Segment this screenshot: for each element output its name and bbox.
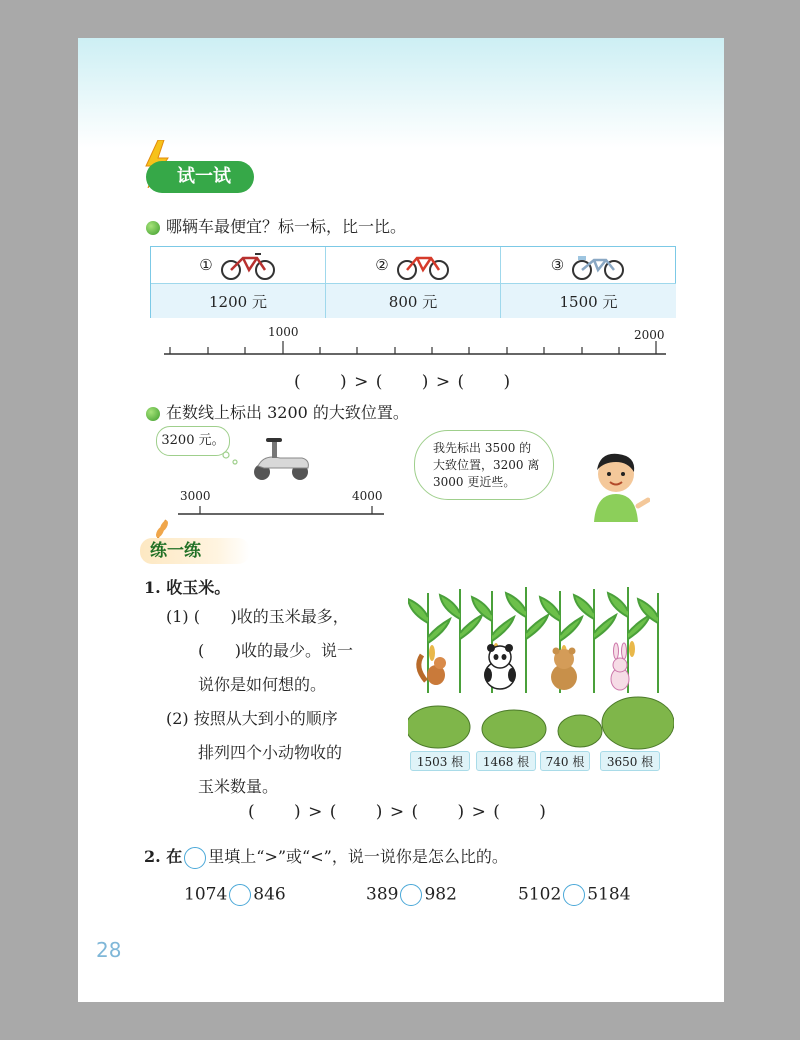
exercise-1-line: 说你是如何想的。: [198, 675, 327, 694]
speech-line: 大致位置，3200 离: [433, 458, 540, 472]
speech-line: 我先标出 3500 的: [433, 441, 532, 455]
pair-right: 982: [424, 884, 457, 905]
corn-pile-4: [602, 697, 674, 749]
answer-circle[interactable]: [563, 884, 585, 906]
boy-icon: [582, 448, 650, 522]
corn-count-label: 1468 根: [476, 751, 536, 771]
exercise-1-line: (1) ( )收的玉米最多，: [166, 607, 349, 626]
header-gradient: [78, 38, 724, 148]
answer-circle[interactable]: [229, 884, 251, 906]
corn-count-label: 3650 根: [600, 751, 660, 771]
exercise-1-line: ( )收的最少。说一: [198, 641, 354, 660]
thought-dots-icon: [220, 450, 244, 468]
numline2-label-b: 4000: [352, 489, 383, 503]
pair-left: 389: [366, 884, 399, 905]
question-1: [146, 214, 406, 237]
number-line-2: [176, 504, 386, 518]
corn-pile-2: [482, 710, 546, 748]
corn-pile-3: [558, 715, 602, 747]
city-bike-icon: [570, 250, 626, 280]
price-bubble: 3200 元。: [156, 426, 230, 456]
corn-count-label: 1503 根: [410, 751, 470, 771]
comparison-pair-1: [184, 884, 286, 906]
textbook-page: [78, 38, 724, 1002]
comparison-pair-3: [518, 884, 631, 906]
comparison-pair-2: [366, 884, 457, 906]
answer-circle[interactable]: [400, 884, 422, 906]
exercise-2-title: [144, 844, 508, 869]
pair-right: 5184: [587, 884, 631, 905]
corn-pile-1: [408, 706, 470, 748]
bike-number: ③: [550, 256, 565, 274]
bike-number: ②: [375, 256, 389, 274]
compare-blanks-1: ( ) > ( ) > ( ): [294, 372, 512, 392]
number-line-1: [162, 338, 668, 360]
compare-blanks-2: ( ) > ( ) > ( ) > ( ): [248, 802, 547, 822]
bike-price-table: [150, 246, 676, 318]
road-bike-icon: [395, 250, 451, 280]
corn-count-label: 740 根: [540, 751, 590, 771]
speech-line: 3000 更近些。: [433, 475, 516, 489]
pair-left: 1074: [184, 884, 228, 905]
pair-left: 5102: [518, 884, 562, 905]
bike-cell-2: [326, 247, 501, 283]
price-cell-1: 1200 元: [151, 283, 326, 318]
try-section-badge: 试一试: [146, 161, 254, 193]
panda-icon: [484, 644, 516, 689]
bear-icon: [551, 648, 577, 691]
bullet-icon: [146, 221, 160, 235]
mountain-bike-icon: [219, 250, 277, 280]
price-cell-2: 800 元: [326, 283, 501, 318]
exercise-2-prefix: 2. 在: [144, 847, 183, 866]
exercise-1-title: 1. 收玉米。: [144, 578, 231, 597]
pair-right: 846: [253, 884, 286, 905]
question-2-text: 在数线上标出 3200 的大致位置。: [166, 403, 409, 422]
question-2: [146, 400, 409, 423]
boy-speech-bubble: [414, 430, 554, 500]
scooter-icon: [250, 436, 314, 482]
exercise-2-text: 里填上“>”或“<”，说一说你是怎么比的。: [208, 847, 508, 866]
bike-cell-3: [501, 247, 676, 283]
rabbit-icon: [611, 643, 629, 690]
exercise-1-line: 玉米数量。: [198, 777, 279, 796]
page-number: 28: [96, 938, 122, 962]
bike-number: ①: [199, 256, 213, 274]
practice-section-badge: 练一练: [140, 538, 250, 564]
numline1-label-b: 2000: [634, 328, 665, 342]
question-1-text: 哪辆车最便宜？标一标，比一比。: [166, 217, 407, 236]
numline2-label-a: 3000: [180, 489, 211, 503]
bullet-icon: [146, 407, 160, 421]
corn-field-illustration: [408, 583, 674, 751]
price-cell-3: 1500 元: [501, 283, 676, 318]
exercise-1-line: 排列四个小动物收的: [198, 743, 343, 762]
numline1-label-a: 1000: [268, 325, 299, 339]
blank-circle-icon: [184, 847, 206, 869]
exercise-1-line: (2) 按照从大到小的顺序: [166, 709, 338, 728]
bike-cell-1: [151, 247, 326, 283]
